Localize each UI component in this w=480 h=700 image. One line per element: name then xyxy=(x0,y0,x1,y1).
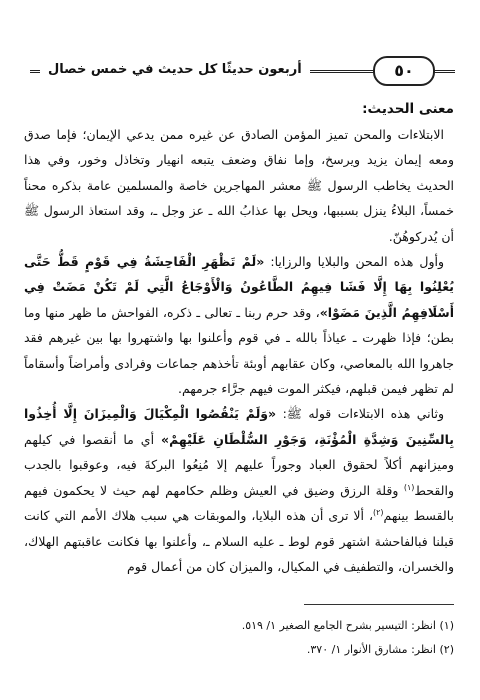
footnote-2: (٢) انظر: مشارق الأنوار ١/ ٣٧٠. xyxy=(306,643,454,656)
page-header xyxy=(30,56,455,86)
section-title: معنى الحديث: xyxy=(362,101,454,117)
paragraph-2-intro: وأول هذه المحن والبلايا والرزايا: xyxy=(264,254,444,270)
paragraph-3-body-b: وقلة الرزق وضيق في العيش وظلم حكامهم لهم حيث لا يحكمون فيهم بالقسط بينهم xyxy=(24,482,454,524)
hadith-quote-2: «وَلَمْ يَنْقُصُوا الْمِكْيَالَ وَالْمِيزَانَ إِلَّا أُخِذُوا بِالسِّنِينَ وَشِدَّةِ الْمُؤْنَةِ، وَجَوْرِ السُّلْطَانِ عَلَيْهِمْ» xyxy=(24,406,454,447)
footnote-1: (١) انظر: التيسير بشرح الجامع الصغير ١/ ٥١٩. xyxy=(241,619,454,632)
footnote-divider xyxy=(304,604,454,605)
paragraph-3-intro: وثاني هذه الابتلاءات قوله ﷺ: xyxy=(276,406,444,422)
paragraph-1: الابتلاءات والمحن تميز المؤمن الصادق عن غيره ممن يدعي الإيمان؛ فإما صدق ومعه إيمان يزيد ويرسخ، وإما نفاق وضعف يتبعه انهيار وتخاذل وخور، وفي هذا الحديث يخاطب الرسول ﷺ معشر المهاجرين خاصة والمسلمين عامة بذكره محناً خمساً، البلاءُ ينزل بسببها، ويحل بها عذابُ الله ـ عز وجل ـ، وقد استعاذ الرسول ﷺ أن يُدركوهُنّ. xyxy=(24,127,454,244)
footnotes xyxy=(24,614,454,662)
paragraph-3 xyxy=(24,401,454,579)
paragraph-2-body: ، وقد حرم ربنا ـ تعالى ـ ذكره، الفواحش ما ظهر منها وما بطن؛ فإذا ظهرت ـ عياذاً بالله ـ في قوم وأعلنوا بها واشتهروا بها بين غيرهم فقد جاهروا الله بالمعاصي، وكان عقابهم أوبئة تأخذهم جماعات وفرادى وأمراضاً وأسقاماً لم تظهر فيمن قبلهم، فيكثر الموت فيهم جرَّاء جرمهم. xyxy=(24,304,454,397)
running-title: أربعون حديثًا كل حديث في خمس خصال xyxy=(40,59,310,81)
paragraph-3-body-c: ، ألا ترى أن هذه البلايا، والموبقات هي سبب هلاك الأمم التي كانت قبلنا فبالفاحشة اشتهر قوم لوط ـ عليه السلام ـ، وأعلنوا بها فكانت عاقبتهم الهلاك، والخسران، والتطفيف في المكيال، والميزان كان من أعمال قوم xyxy=(24,508,454,574)
main-text xyxy=(24,97,454,579)
hadith-quote-1: «لَمْ تَظْهَرِ الْفَاحِشَةُ فِي قَوْمٍ قَطُّ حَتَّى يُعْلِنُوا بِهَا إِلَّا فَشَا فِيهِمُ الطَّاعُونُ وَالْأَوْجَاعُ الَّتِي لَمْ تَكُنْ مَضَتْ فِي أَسْلَافِهِمُ الَّذِينَ مَضَوْا» xyxy=(24,254,454,320)
footnote-ref-2[interactable]: (٢) xyxy=(372,507,384,517)
page-number-badge: ٥٠ xyxy=(373,56,435,86)
paragraph-3-body-a: أي ما أنقصوا في كيلهم وميزانهم أكلاً لحقوق العباد وجوراً عليهم إلا مُنِعُوا البركةَ فيه، وعوقبوا بالجدب والقحط xyxy=(24,431,454,498)
paragraph-2 xyxy=(24,249,454,401)
footnote-ref-1[interactable]: (١) xyxy=(403,482,415,492)
